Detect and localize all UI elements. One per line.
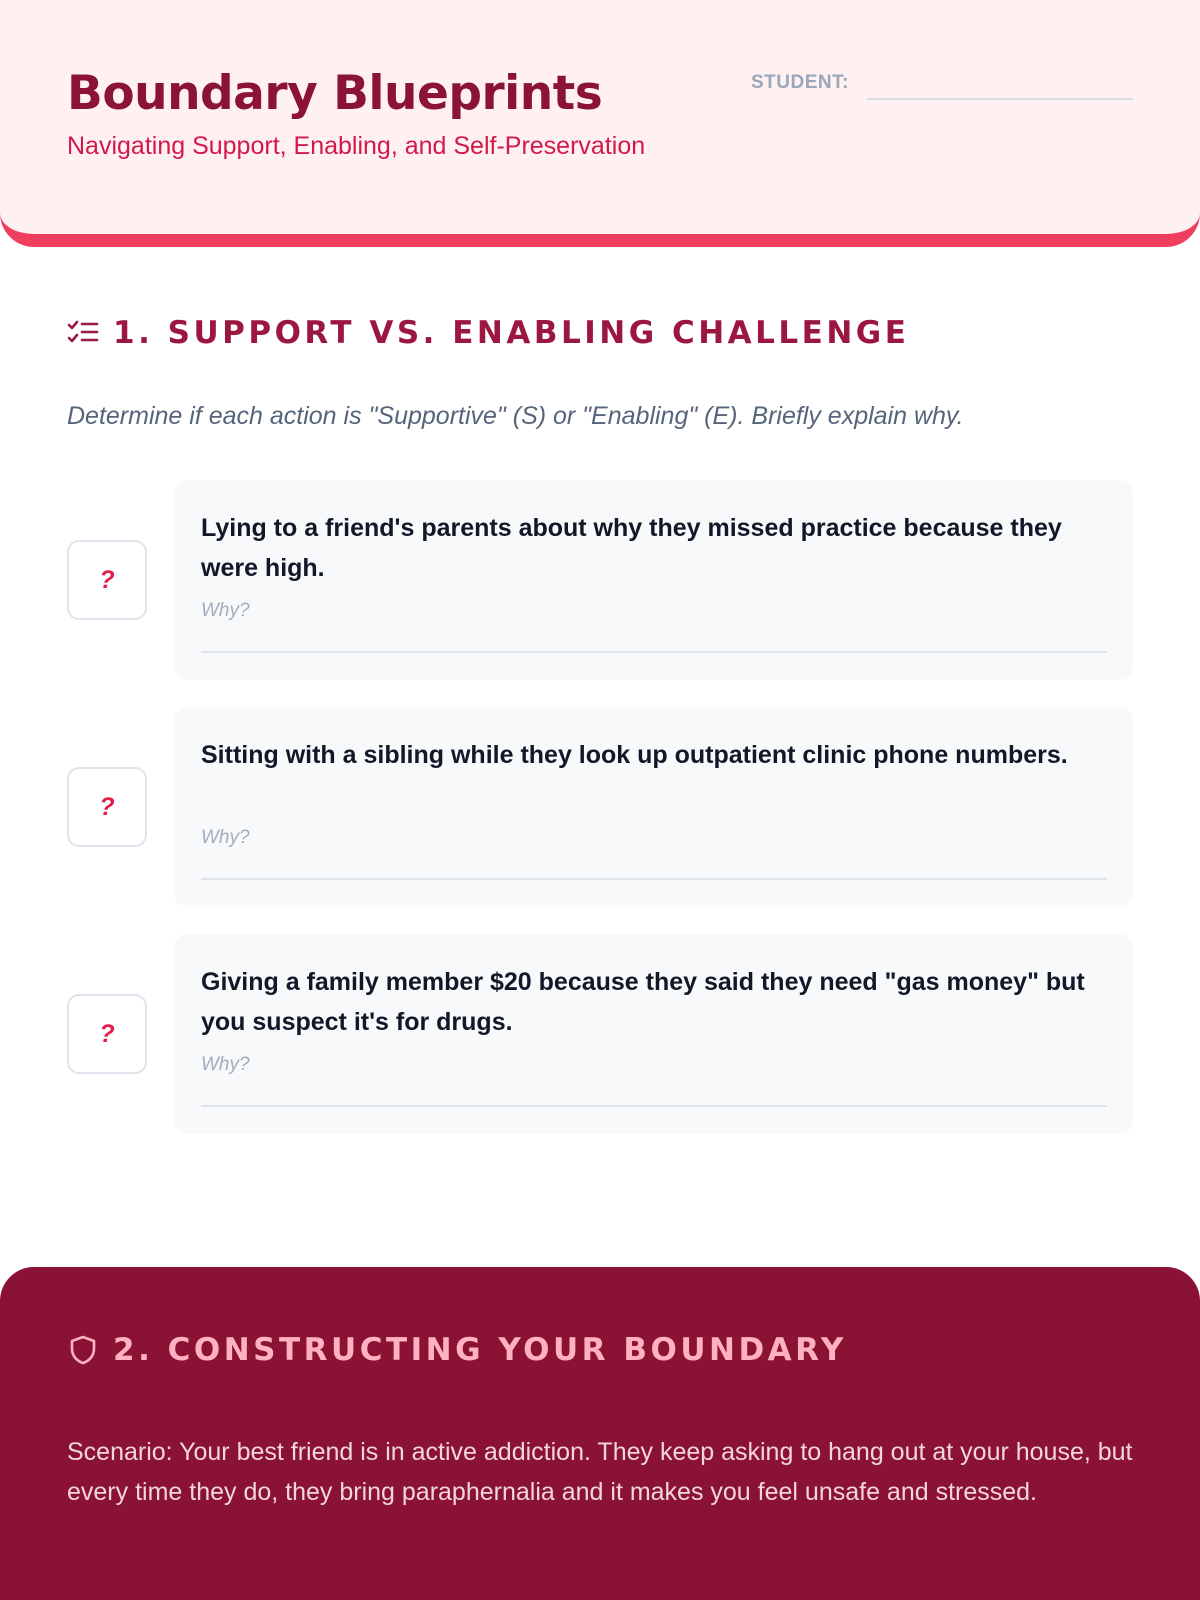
challenge-card [174,934,1133,1134]
student-name-line[interactable] [867,98,1133,100]
answer-box[interactable]: ? [67,767,147,847]
worksheet-header [0,0,1200,247]
section-2-title: 2. CONSTRUCTING YOUR BOUNDARY [113,1332,847,1368]
challenge-text: Sitting with a sibling while they look up outpatient clinic phone numbers. [201,741,1068,769]
challenge-card [174,707,1133,907]
page-title: Boundary Blueprints [67,66,603,121]
section-1-title: 1. SUPPORT VS. ENABLING CHALLENGE [113,315,910,351]
why-answer-line[interactable] [201,878,1107,880]
scenario-text: Scenario: Your best friend is in active addiction. They keep asking to hang out at your house, but every time they do, they bring paraphernalia and it makes you feel unsafe and stressed. [67,1438,1133,1506]
answer-box[interactable]: ? [67,994,147,1074]
student-label: STUDENT: [751,72,849,93]
challenge-item [67,707,1133,907]
challenge-text: Giving a family member $20 because they said they need "gas money" but you suspect it's for drugs. [201,968,1085,1036]
why-label: Why? [201,600,250,621]
why-answer-line[interactable] [201,1105,1107,1107]
why-label: Why? [201,1054,250,1075]
page-subtitle: Navigating Support, Enabling, and Self-Preservation [67,132,646,160]
challenge-card [174,480,1133,680]
checklist-icon [67,318,99,348]
shield-icon [67,1335,99,1365]
challenge-item [67,934,1133,1134]
challenge-item [67,480,1133,680]
why-answer-line[interactable] [201,651,1107,653]
answer-box[interactable]: ? [67,540,147,620]
section-2-panel [0,1267,1200,1600]
section-1-instructions: Determine if each action is "Supportive" (S) or "Enabling" (E). Briefly explain why. [67,402,964,430]
why-label: Why? [201,827,250,848]
section-1-heading [67,315,909,351]
section-2-heading [67,1332,847,1368]
challenge-text: Lying to a friend's parents about why they missed practice because they were high. [201,514,1062,582]
